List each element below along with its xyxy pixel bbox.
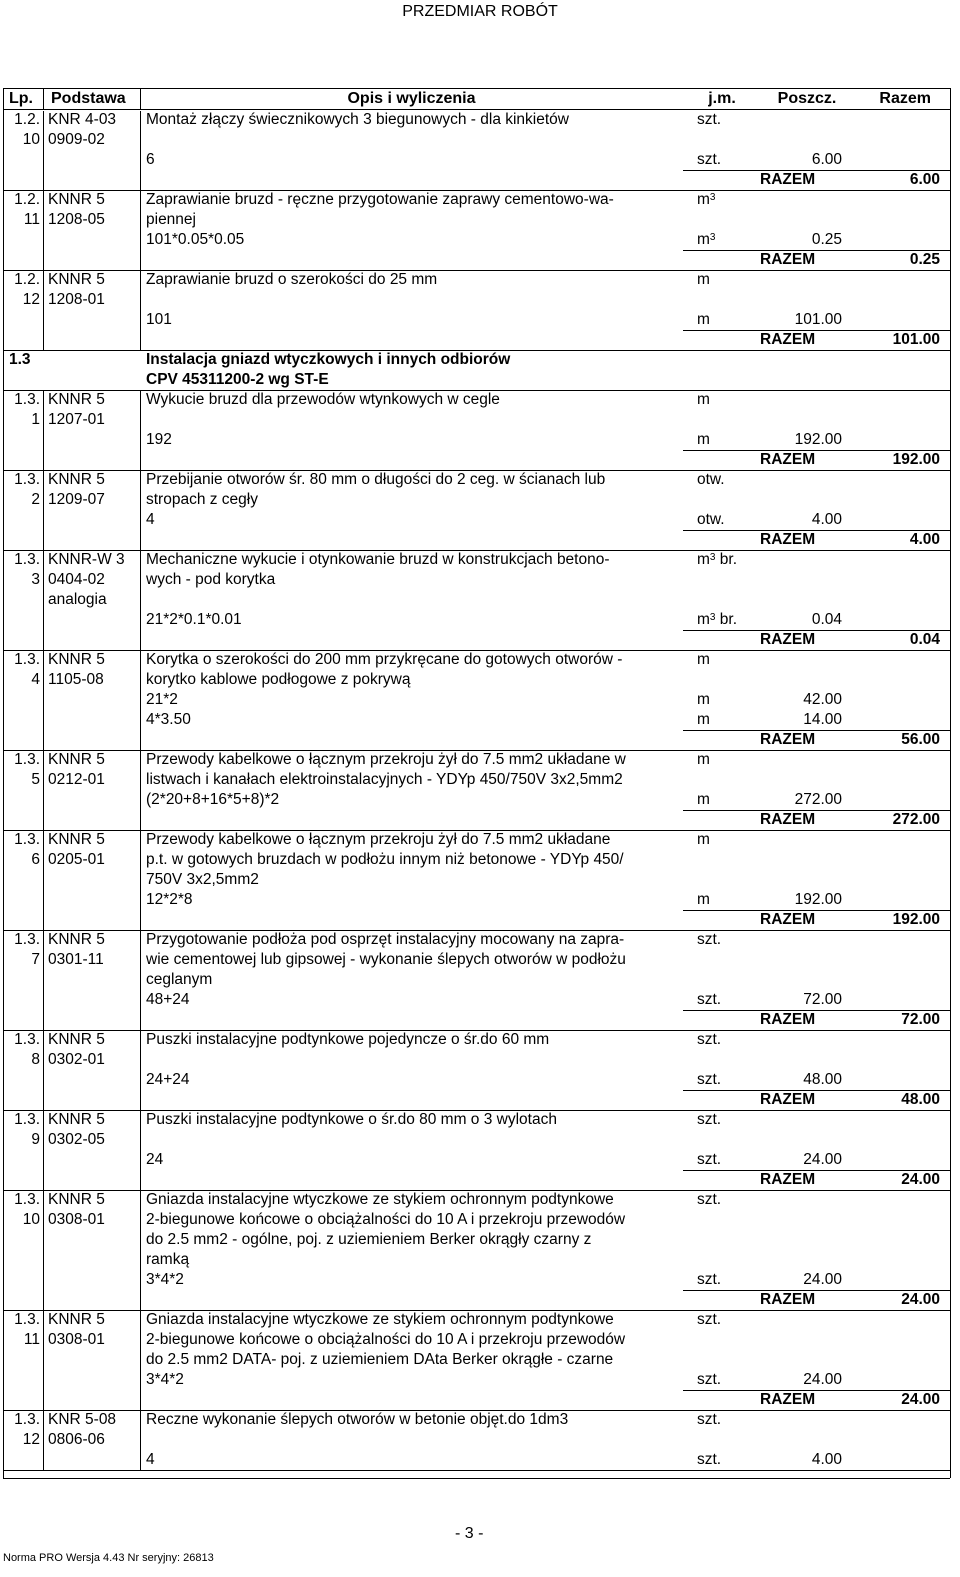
razem-label: RAZEM [760, 171, 816, 188]
item-lp-number: 10 [22, 1211, 40, 1228]
calc-unit: szt. [697, 1071, 722, 1088]
item-description: piennej [146, 211, 196, 228]
section-title: Instalacja gniazd wtyczkowych i innych odbiorów [146, 351, 511, 368]
table-left-border [3, 88, 4, 1478]
col-podstawa-border [140, 1191, 141, 1311]
row-separator [3, 1470, 950, 1471]
razem-label: RAZEM [760, 1171, 816, 1188]
col-podstawa-border [140, 271, 141, 351]
item-unit: otw. [697, 471, 725, 488]
calc-formula: 24+24 [146, 1071, 190, 1088]
item-description: Zaprawianie bruzd - ręczne przygotowanie zaprawy cementowo-wa- [146, 191, 614, 208]
item-description: Przewody kabelkowe o łącznym przekroju żył do 7.5 mm2 układane w [146, 751, 626, 768]
item-lp: 1.3. [14, 471, 40, 488]
header-razem: Razem [879, 90, 931, 107]
col-podstawa-border [140, 1031, 141, 1111]
razem-label: RAZEM [760, 1091, 816, 1108]
razem-value: 6.00 [909, 171, 940, 188]
item-podstawa: KNNR 5 [48, 1111, 105, 1128]
item-unit: szt. [697, 1031, 722, 1048]
calc-formula: 4 [146, 1451, 155, 1468]
header-jm: j.m. [708, 90, 736, 107]
item-description: Mechaniczne wykucie i otynkowanie bruzd w konstrukcjach betono- [146, 551, 610, 568]
col-podstawa-border [140, 1111, 141, 1191]
calc-unit: m [697, 791, 710, 808]
razem-label: RAZEM [760, 1391, 816, 1408]
calc-value: 24.00 [803, 1151, 842, 1168]
item-podstawa: KNNR 5 [48, 391, 105, 408]
page-number: - 3 - [455, 1525, 484, 1542]
calc-unit: m [697, 431, 710, 448]
razem-value: 192.00 [892, 911, 940, 928]
item-lp: 1.3. [14, 831, 40, 848]
item-description: wych - pod korytka [146, 571, 276, 588]
calc-formula: 12*2*8 [146, 891, 193, 908]
item-podstawa: 1207-01 [48, 411, 105, 428]
col-podstawa-border [140, 751, 141, 831]
razem-label: RAZEM [760, 911, 816, 928]
item-podstawa: KNNR 5 [48, 271, 105, 288]
razem-label: RAZEM [760, 731, 816, 748]
item-podstawa: KNNR 5 [48, 1191, 105, 1208]
item-podstawa: 0205-01 [48, 851, 105, 868]
item-lp: 1.3. [14, 551, 40, 568]
item-description: Puszki instalacyjne podtynkowe o śr.do 80 mm o 3 wylotach [146, 1111, 557, 1128]
razem-value: 101.00 [892, 331, 940, 348]
item-podstawa: KNR 5-08 [48, 1411, 117, 1428]
calc-formula: 6 [146, 151, 155, 168]
calc-unit: m [697, 311, 710, 328]
col-lp-border [43, 191, 44, 271]
calc-unit: otw. [697, 511, 725, 528]
calc-value: 192.00 [794, 891, 842, 908]
calc-unit: szt. [697, 1451, 722, 1468]
item-lp-number: 7 [31, 951, 40, 968]
calc-value: 101.00 [794, 311, 842, 328]
item-lp: 1.2. [14, 271, 40, 288]
item-podstawa: 1209-07 [48, 491, 105, 508]
item-description: Gniazda instalacyjne wtyczkowe ze stykiem ochronnym podtynkowe [146, 1191, 614, 1208]
calc-unit: szt. [697, 1151, 722, 1168]
item-description: ceglanym [146, 971, 213, 988]
item-unit: m [697, 651, 710, 668]
calc-formula: 3*4*2 [146, 1271, 184, 1288]
item-lp-number: 8 [31, 1051, 40, 1068]
razem-value: 272.00 [892, 811, 940, 828]
col-podstawa-border [140, 391, 141, 471]
item-description: korytko kablowe podłogowe z pokrywą [146, 671, 411, 688]
item-lp-number: 6 [31, 851, 40, 868]
item-podstawa: KNNR 5 [48, 751, 105, 768]
col-lp-border [43, 1191, 44, 1311]
col-podstawa-border [140, 1411, 141, 1471]
item-description: Reczne wykonanie ślepych otworów w betonie objęt.do 1dm3 [146, 1411, 569, 1428]
item-lp-number: 10 [22, 131, 40, 148]
header-lp: Lp. [9, 90, 33, 107]
item-podstawa: 0302-01 [48, 1051, 105, 1068]
calc-formula: 3*4*2 [146, 1371, 184, 1388]
calc-formula: (2*20+8+16*5+8)*2 [146, 791, 280, 808]
item-description: Przygotowanie podłoża pod osprzęt instalacyjny mocowany na zapra- [146, 931, 625, 948]
item-podstawa: analogia [48, 591, 107, 608]
col-podstawa-border [140, 831, 141, 931]
razem-value: 4.00 [909, 531, 940, 548]
col-podstawa-border [140, 651, 141, 751]
item-podstawa: 0806-06 [48, 1431, 105, 1448]
item-lp-number: 2 [31, 491, 40, 508]
item-lp-number: 12 [22, 1431, 40, 1448]
col-lp-border [43, 1411, 44, 1471]
item-description: do 2.5 mm2 DATA- poj. z uziemieniem DAta Berker okrągłe - czarne [146, 1351, 614, 1368]
col-podstawa-border [140, 471, 141, 551]
item-unit: m [697, 271, 710, 288]
calc-formula: 101*0.05*0.05 [146, 231, 245, 248]
calc-formula: 4*3.50 [146, 711, 191, 728]
item-description: ramką [146, 1251, 190, 1268]
footer-text: Norma PRO Wersja 4.43 Nr seryjny: 26813 [3, 1552, 214, 1564]
header-bottom-border [3, 109, 950, 110]
razem-value: 24.00 [901, 1291, 940, 1308]
calc-formula: 192 [146, 431, 172, 448]
item-description: Przewody kabelkowe o łącznym przekroju żył do 7.5 mm2 układane [146, 831, 611, 848]
item-lp: 1.3. [14, 1191, 40, 1208]
razem-value: 192.00 [892, 451, 940, 468]
razem-label: RAZEM [760, 451, 816, 468]
item-podstawa: KNR 4-03 [48, 111, 117, 128]
item-lp-number: 4 [31, 671, 40, 688]
item-unit: m [697, 831, 710, 848]
item-unit: szt. [697, 111, 722, 128]
calc-value: 42.00 [803, 691, 842, 708]
calc-value: 4.00 [811, 511, 842, 528]
col-lp-border [43, 1111, 44, 1191]
item-podstawa: KNNR 5 [48, 1311, 105, 1328]
calc-value: 48.00 [803, 1071, 842, 1088]
calc-value: 4.00 [811, 1451, 842, 1468]
document-title: PRZEDMIAR ROBÓT [402, 3, 558, 20]
item-description: listwach i kanałach elektroinstalacyjnych - YDYp 450/750V 3x2,5mm2 [146, 771, 623, 788]
item-unit: szt. [697, 1411, 722, 1428]
item-description: Wykucie bruzd dla przewodów wtynkowych w cegle [146, 391, 500, 408]
item-podstawa: KNNR 5 [48, 931, 105, 948]
col-podstawa-border [140, 1311, 141, 1411]
item-podstawa: 0404-02 [48, 571, 105, 588]
calc-value: 6.00 [811, 151, 842, 168]
item-lp: 1.3. [14, 1411, 40, 1428]
item-lp: 1.3. [14, 1031, 40, 1048]
item-description: Montaż złączy świecznikowych 3 biegunowych - dla kinkietów [146, 111, 569, 128]
item-description: wie cementowej lub gipsowej - wykonanie ślepych otworów w podłożu [146, 951, 626, 968]
item-description: Gniazda instalacyjne wtyczkowe ze stykiem ochronnym podtynkowe [146, 1311, 614, 1328]
razem-value: 24.00 [901, 1171, 940, 1188]
calc-formula: 21*2*0.1*0.01 [146, 611, 242, 628]
table-top-border [3, 88, 950, 89]
item-unit: $m^3$ [697, 191, 716, 208]
item-description: Przebijanie otworów śr. 80 mm o długości do 2 ceg. w ścianach lub [146, 471, 606, 488]
item-podstawa: 1208-01 [48, 291, 105, 308]
calc-formula: 24 [146, 1151, 164, 1168]
item-description: 750V 3x2,5mm2 [146, 871, 259, 888]
item-podstawa: 1208-05 [48, 211, 105, 228]
item-podstawa: 0308-01 [48, 1211, 105, 1228]
section-number: 1.3 [9, 351, 31, 368]
razem-label: RAZEM [760, 331, 816, 348]
item-lp: 1.3. [14, 751, 40, 768]
item-podstawa: 0308-01 [48, 1331, 105, 1348]
item-lp: 1.3. [14, 651, 40, 668]
razem-value: 48.00 [901, 1091, 940, 1108]
razem-value: 56.00 [901, 731, 940, 748]
item-lp-number: 5 [31, 771, 40, 788]
col-podstawa-border [140, 191, 141, 271]
col-lp-border [43, 651, 44, 751]
item-unit: szt. [697, 1311, 722, 1328]
razem-label: RAZEM [760, 811, 816, 828]
item-description: 2-biegunowe końcowe o obciążalności do 10 A i przekroju przewodów [146, 1331, 626, 1348]
item-lp-number: 12 [22, 291, 40, 308]
col-podstawa-border [140, 931, 141, 1031]
col-lp-border [43, 1311, 44, 1411]
col-lp-border [43, 111, 44, 191]
item-podstawa: KNNR 5 [48, 471, 105, 488]
col-lp-border [43, 831, 44, 931]
col-lp-border [43, 271, 44, 351]
item-podstawa: KNNR 5 [48, 831, 105, 848]
calc-unit: m [697, 891, 710, 908]
item-podstawa: KNNR 5 [48, 191, 105, 208]
item-lp-number: 9 [31, 1131, 40, 1148]
item-podstawa: 0301-11 [48, 951, 104, 968]
calc-value: 0.04 [811, 611, 842, 628]
item-description: Korytka o szerokości do 200 mm przykręcane do gotowych otworów - [146, 651, 623, 668]
item-lp: 1.3. [14, 391, 40, 408]
header-opis: Opis i wyliczenia [347, 90, 476, 107]
item-description: do 2.5 mm2 - ogólne, poj. z uziemieniem Berker okrągły czarny z [146, 1231, 592, 1248]
item-unit: szt. [697, 931, 722, 948]
table-right-border [950, 88, 951, 1478]
calc-unit: m [697, 711, 710, 728]
calc-formula: 21*2 [146, 691, 178, 708]
col-lp-border [43, 751, 44, 831]
calc-value: 24.00 [803, 1371, 842, 1388]
calc-value: 14.00 [803, 711, 842, 728]
item-unit: m [697, 391, 710, 408]
item-podstawa: KNNR-W 3 [48, 551, 125, 568]
item-podstawa: 0212-01 [48, 771, 105, 788]
calc-value: 72.00 [803, 991, 842, 1008]
item-lp-number: 3 [31, 571, 40, 588]
item-description: Zaprawianie bruzd o szerokości do 25 mm [146, 271, 438, 288]
item-lp: 1.3. [14, 1111, 40, 1128]
razem-value: 0.25 [909, 251, 940, 268]
calc-value: 272.00 [794, 791, 842, 808]
razem-value: 24.00 [901, 1391, 940, 1408]
razem-label: RAZEM [760, 251, 816, 268]
item-lp: 1.2. [14, 111, 40, 128]
razem-label: RAZEM [760, 1011, 816, 1028]
col-podstawa-border [140, 551, 141, 651]
item-description: 2-biegunowe końcowe o obciążalności do 10 A i przekroju przewodów [146, 1211, 626, 1228]
table-bottom-border [3, 1478, 950, 1479]
calc-unit: $m^3$ br. [697, 611, 738, 628]
item-podstawa: KNNR 5 [48, 1031, 105, 1048]
header-poszcz: Poszcz. [777, 90, 837, 107]
item-lp: 1.3. [14, 1311, 40, 1328]
calc-value: 24.00 [803, 1271, 842, 1288]
calc-unit: szt. [697, 1271, 722, 1288]
calc-unit: m [697, 691, 710, 708]
item-description: Puszki instalacyjne podtynkowe pojedyncze o śr.do 60 mm [146, 1031, 550, 1048]
razem-value: 72.00 [901, 1011, 940, 1028]
razem-value: 0.04 [909, 631, 940, 648]
col-podstawa-border [140, 111, 141, 191]
item-description: p.t. w gotowych bruzdach w podłożu innym niż betonowe - YDYp 450/ [146, 851, 624, 868]
item-unit: $m^3$ br. [697, 551, 738, 568]
section-title: CPV 45311200-2 wg ST-E [146, 371, 329, 388]
calc-value: 192.00 [794, 431, 842, 448]
item-description: stropach z cegły [146, 491, 258, 508]
calc-unit: szt. [697, 151, 722, 168]
item-lp: 1.2. [14, 191, 40, 208]
col-lp-border [43, 471, 44, 551]
item-unit: szt. [697, 1191, 722, 1208]
razem-label: RAZEM [760, 1291, 816, 1308]
item-lp-number: 11 [23, 1331, 40, 1348]
item-lp: 1.3. [14, 931, 40, 948]
item-podstawa: 1105-08 [48, 671, 104, 688]
item-lp-number: 11 [23, 211, 40, 228]
item-podstawa: 0909-02 [48, 131, 105, 148]
calc-formula: 101 [146, 311, 172, 328]
razem-label: RAZEM [760, 631, 816, 648]
item-podstawa: 0302-05 [48, 1131, 105, 1148]
col-lp-border [43, 931, 44, 1031]
calc-unit: szt. [697, 1371, 722, 1388]
item-unit: m [697, 751, 710, 768]
item-lp-number: 1 [31, 411, 40, 428]
calc-formula: 4 [146, 511, 155, 528]
col-lp-border [43, 391, 44, 471]
col-podstawa-border [140, 88, 141, 110]
calc-unit: szt. [697, 991, 722, 1008]
col-lp-border [43, 1031, 44, 1111]
header-podstawa: Podstawa [51, 90, 126, 107]
calc-formula: 48+24 [146, 991, 190, 1008]
item-unit: szt. [697, 1111, 722, 1128]
calc-unit: $m^3$ [697, 231, 716, 248]
calc-value: 0.25 [811, 231, 842, 248]
col-lp-border [43, 551, 44, 651]
col-lp-border [43, 88, 44, 110]
item-podstawa: KNNR 5 [48, 651, 105, 668]
razem-label: RAZEM [760, 531, 816, 548]
